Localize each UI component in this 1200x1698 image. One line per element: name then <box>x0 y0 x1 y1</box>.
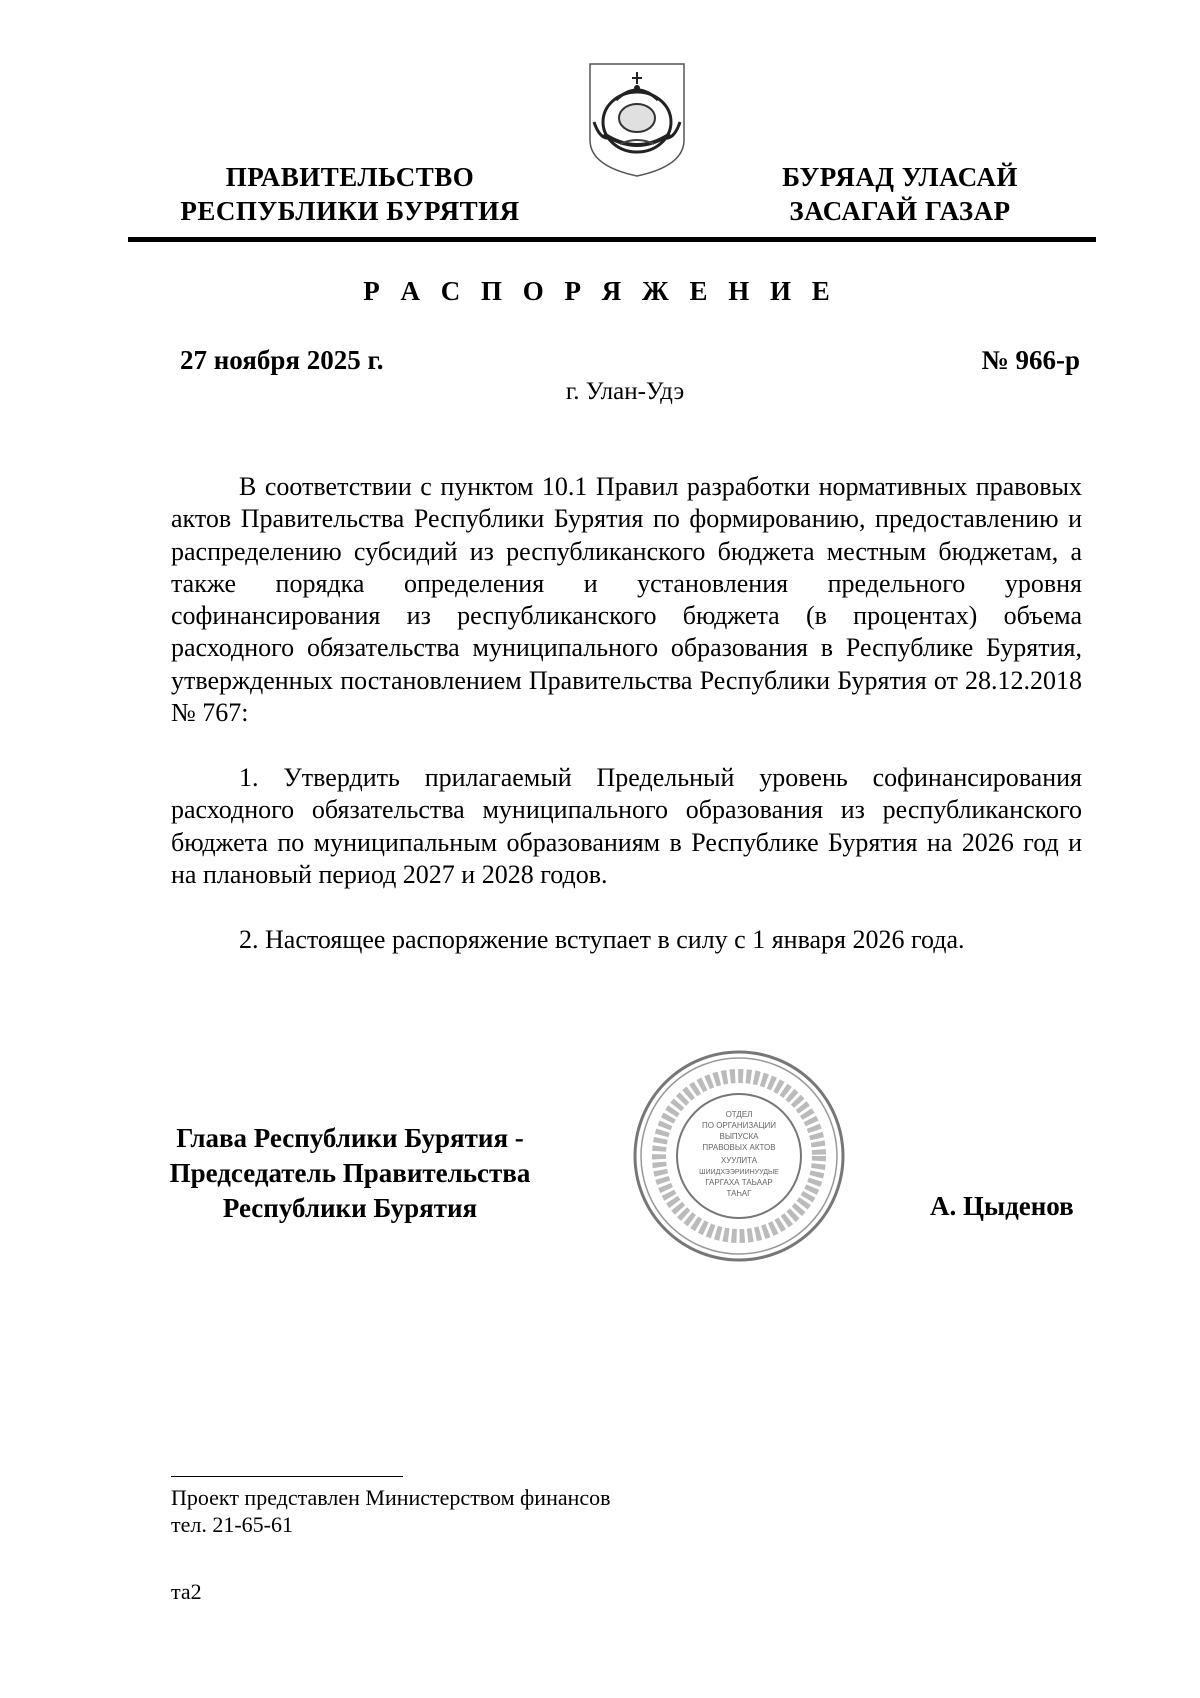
document-number: № 966-р <box>981 345 1080 375</box>
government-name-line2: РЕСПУБЛИКИ БУРЯТИЯ <box>180 196 520 226</box>
government-name-buryat-line1: БУРЯАД УЛАСАЙ <box>782 162 1018 192</box>
government-name-buryat <box>740 160 1060 228</box>
item-1-text: 1. Утвердить прилагаемый Предельный уровень софинансирования расходного обязательства муниципального образования из республиканского бюджета по муниципальным образованиям в Республике Бурятия на 2026 год и на плановый период 2027 и 2028 годов. <box>171 763 1082 889</box>
footnote-line1: Проект представлен Министерством финансов <box>171 1485 611 1510</box>
signatory-position <box>160 1121 540 1226</box>
footnote <box>171 1484 611 1538</box>
preamble-paragraph <box>171 471 1082 729</box>
government-name-russian <box>150 160 550 228</box>
signatory-position-line1: Глава Республики Бурятия - <box>176 1123 524 1153</box>
seal-line-4: ПРАВОВЫХ АКТОВ <box>702 1143 776 1152</box>
item-2-text: 2. Настоящее распоряжение вступает в силу с 1 января 2026 года. <box>239 925 965 954</box>
seal-line-7: ГАРГАХА ТАЬААР <box>705 1178 773 1187</box>
document-city: г. Улан-Удэ <box>565 378 685 405</box>
government-name-line1: ПРАВИТЕЛЬСТВО <box>225 162 475 192</box>
footnote-line2: тел. 21-65-61 <box>171 1512 294 1537</box>
preamble-text: В соответствии с пунктом 10.1 Правил разработки нормативных правовых актов Правительства Республики Бурятия по формированию, предоставлению и распределению субсидий из республиканского бюджета местным бюджетам, а также порядка определения и установления предельного уровня софинансирования из республиканского бюджета (в процентах) объема расходного обязательства муниципального образования в Республике Бурятия, утвержденных постановлением Правительства Республики Бурятия от 28.12.2018 № 767: <box>171 472 1082 728</box>
seal-line-3: ВЫПУСКА <box>719 1132 759 1141</box>
seal-line-8: ТАҺАГ <box>726 1189 752 1198</box>
footnote-divider <box>171 1476 403 1477</box>
official-seal-icon <box>632 1049 846 1263</box>
seal-line-2: ПО ОРГАНИЗАЦИИ <box>702 1121 776 1130</box>
item-1-paragraph <box>171 762 1082 891</box>
document-type-title: Р А С П О Р Я Ж Е Н И Е <box>363 276 837 306</box>
seal-line-6: ШИИДХЭЭРИИНУУДЫЕ <box>699 1169 779 1176</box>
coat-of-arms-icon <box>586 60 688 178</box>
signatory-position-line3: Республики Бурятия <box>222 1193 478 1223</box>
government-name-buryat-line2: ЗАСАГАЙ ГАЗАР <box>789 196 1011 226</box>
executor-code: та2 <box>171 1579 202 1604</box>
seal-line-1: ОТДЕЛ <box>725 1110 753 1119</box>
item-2-paragraph <box>171 924 1082 956</box>
seal-line-5: ХУУЛИТА <box>720 1156 758 1165</box>
header-divider <box>128 237 1096 242</box>
signatory-name: А. Цыденов <box>930 1191 1074 1221</box>
signatory-position-line2: Председатель Правительства <box>169 1158 531 1188</box>
document-date: 27 ноября 2025 г. <box>180 345 384 375</box>
